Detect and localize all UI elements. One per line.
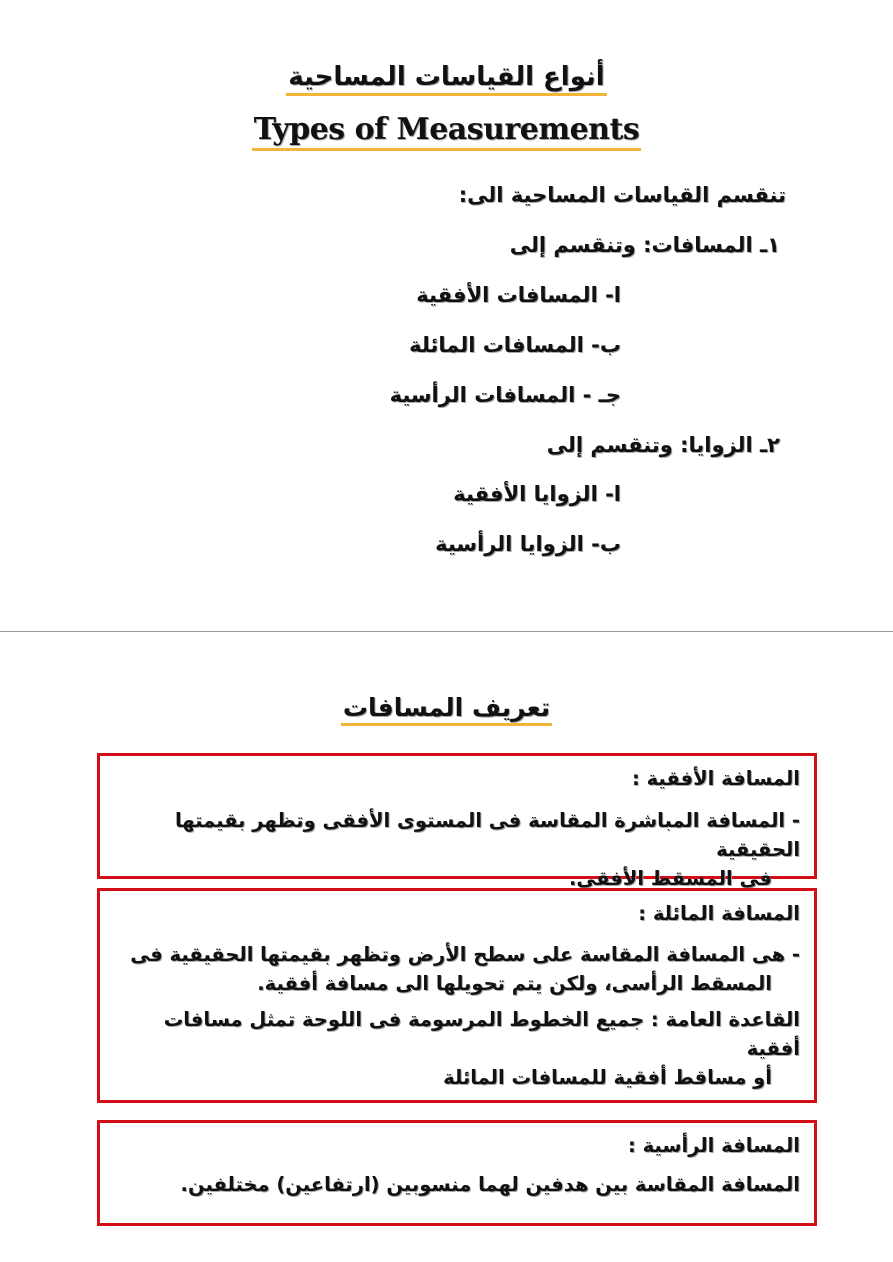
- list-item-vertical-angles: ب- الزوايا الرأسية: [435, 532, 621, 556]
- intro-line: تنقسم القياسات المساحية الى:: [458, 183, 786, 207]
- section-title-text: تعريف المسافات: [341, 693, 552, 726]
- list-item-inclined-distances: ب- المسافات المائلة: [409, 333, 621, 357]
- box-text-line: - المسافة المباشرة المقاسة فى المستوى الأفقى وتظهر بقيمتها الحقيقية: [174, 809, 800, 861]
- list-item-horizontal-distances: ا- المسافات الأفقية: [416, 283, 621, 307]
- box-heading: المسافة الرأسية :: [628, 1134, 800, 1157]
- inclined-distance-box: [97, 888, 817, 1103]
- box-text-line: فى المسقط الأفقى.: [568, 867, 772, 890]
- general-rule-line: أو مساقط أفقية للمسافات المائلة: [443, 1066, 772, 1089]
- box-text-line: المسافة المقاسة بين هدفين لهما منسوبين (ارتفاعين) مختلفين.: [180, 1173, 800, 1196]
- box-heading: المسافة الأفقية :: [631, 767, 800, 790]
- list-item-horizontal-angles: ا- الزوايا الأفقية: [453, 482, 621, 506]
- page-title-english-text: Types of Measurements: [252, 112, 641, 151]
- box-text-line: - هى المسافة المقاسة على سطح الأرض وتظهر بقيمتها الحقيقية فى: [130, 943, 800, 966]
- page-title-arabic-text: أنواع القياسات المساحية: [286, 62, 606, 96]
- list-item-angles: ٢ـ الزوايا: وتنقسم إلى: [546, 433, 780, 457]
- page-title-english: [0, 112, 893, 151]
- section-title: [0, 693, 893, 726]
- general-rule-line: القاعدة العامة : جميع الخطوط المرسومة فى اللوحة تمثل مسافات أفقية: [163, 1008, 800, 1060]
- vertical-distance-box: [97, 1120, 817, 1226]
- horizontal-distance-box: [97, 753, 817, 890]
- page-title-arabic: [0, 62, 893, 96]
- box-heading: المسافة المائلة :: [638, 902, 800, 925]
- list-item-distances: ١ـ المسافات: وتنقسم إلى: [509, 233, 780, 257]
- box-text-line: المسقط الرأسى، ولكن يتم تحويلها الى مسافة أفقية.: [257, 972, 772, 995]
- page-divider: [0, 631, 893, 632]
- list-item-vertical-distances: جـ - المسافات الرأسية: [389, 383, 621, 407]
